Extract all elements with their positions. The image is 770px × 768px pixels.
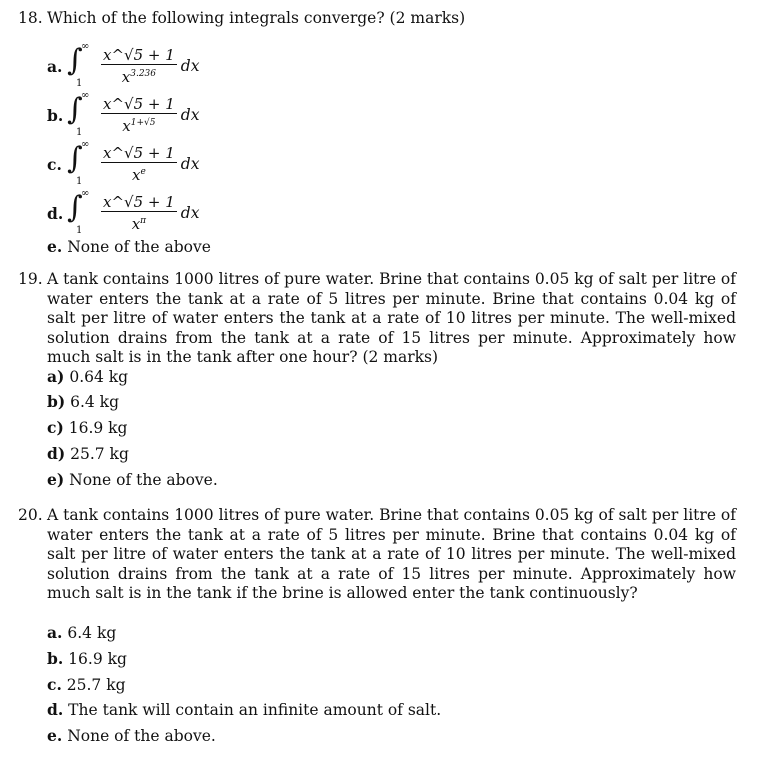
q20-option-b [47, 649, 127, 669]
numerator: x^√5 + 1 [103, 95, 175, 113]
differential: dx [180, 204, 200, 222]
option-text: None of the above. [67, 727, 216, 745]
q20-option-a [47, 623, 116, 643]
q19-option-b [47, 392, 119, 412]
option-text: 16.9 kg [68, 419, 128, 437]
q18-option-c [47, 140, 199, 188]
option-text: None of the above [67, 238, 211, 256]
option-label: c. [47, 154, 62, 174]
option-label: d. [47, 700, 64, 719]
q19-option-d [47, 444, 129, 464]
option-text: 25.7 kg [70, 445, 129, 463]
numerator: x^√5 + 1 [103, 46, 175, 64]
question-number: 19. [18, 270, 43, 288]
integral-sign: ∫ ∞ 1 [67, 90, 90, 138]
denominator: $x^e$ [131, 166, 146, 184]
option-text: 25.7 kg [66, 676, 126, 694]
denominator: $x^{3.236}$ [121, 68, 156, 86]
integrand-fraction [101, 194, 177, 232]
question-number: 20. [18, 506, 43, 524]
option-text: None of the above. [69, 471, 218, 489]
question-18 [18, 9, 736, 29]
q18-option-a [47, 42, 199, 90]
option-label: e. [47, 726, 63, 745]
integrand-fraction [101, 96, 177, 134]
integral-sign: ∫ ∞ 1 [67, 139, 90, 187]
integrand-fraction [101, 145, 177, 183]
question-20 [18, 506, 736, 604]
option-label: b. [47, 105, 64, 125]
option-text: The tank will contain an infinite amount of salt. [68, 701, 442, 719]
option-label: a. [47, 623, 63, 642]
option-label: b. [47, 649, 64, 668]
integral-sign: ∫ ∞ 1 [67, 41, 90, 89]
differential: dx [180, 106, 200, 124]
lower-limit: 1 [76, 78, 83, 89]
q19-option-c [47, 418, 127, 438]
q20-option-e [47, 726, 216, 746]
question-text: A tank contains 1000 litres of pure water. Brine that contains 0.05 kg of salt per litre of water enters the tank at a rate of 5 litres per minute. Brine that contains 0.04 kg of salt per litre of water enters the tank at a rate of 10 litres per minute. The well-mixed solution drains from the tank at a rate of 15 litres per minute. Approximately how much salt is in the tank if the brine is allowed enter the tank continuously? [47, 506, 736, 603]
option-label: a) [47, 367, 65, 386]
differential: dx [180, 155, 200, 173]
option-label: a. [47, 56, 63, 76]
option-label: e) [47, 470, 65, 489]
q20-option-d [47, 700, 441, 720]
question-text: Which of the following integrals converge? (2 marks) [47, 9, 466, 27]
option-label: b) [47, 392, 66, 411]
option-text: 0.64 kg [69, 368, 129, 386]
question-number: 18. [18, 9, 43, 27]
option-label: d. [47, 203, 64, 223]
option-text: 16.9 kg [68, 650, 127, 668]
numerator: x^√5 + 1 [103, 144, 175, 162]
question-19 [18, 270, 736, 368]
q18-option-b [47, 91, 199, 139]
q19-option-e [47, 470, 218, 490]
option-label: e. [47, 237, 63, 256]
option-text: 6.4 kg [67, 624, 117, 642]
upper-limit: ∞ [81, 41, 90, 52]
q18-option-d [47, 189, 199, 237]
option-label: c) [47, 418, 64, 437]
integral-sign: ∫ ∞ 1 [67, 188, 90, 236]
option-label: d) [47, 444, 66, 463]
differential: dx [180, 57, 200, 75]
option-text: 6.4 kg [70, 393, 120, 411]
question-text: A tank contains 1000 litres of pure water. Brine that contains 0.05 kg of salt per litre of water enters the tank at a rate of 5 litres per minute. Brine that contains 0.04 kg of salt per litre of water enters the tank at a rate of 10 litres per minute. The well-mixed solution drains from the tank at a rate of 15 litres per minute. Approximately how much salt is in the tank after one hour? (2 marks) [47, 270, 736, 367]
q19-option-a [47, 367, 128, 387]
denominator: $x^\pi$ [131, 215, 147, 233]
denominator: $x^{1+√5}$ [122, 117, 156, 135]
q20-option-c [47, 675, 126, 695]
numerator: x^√5 + 1 [103, 193, 175, 211]
option-label: c. [47, 675, 62, 694]
integrand-fraction [101, 47, 177, 85]
q18-option-e [47, 237, 211, 257]
